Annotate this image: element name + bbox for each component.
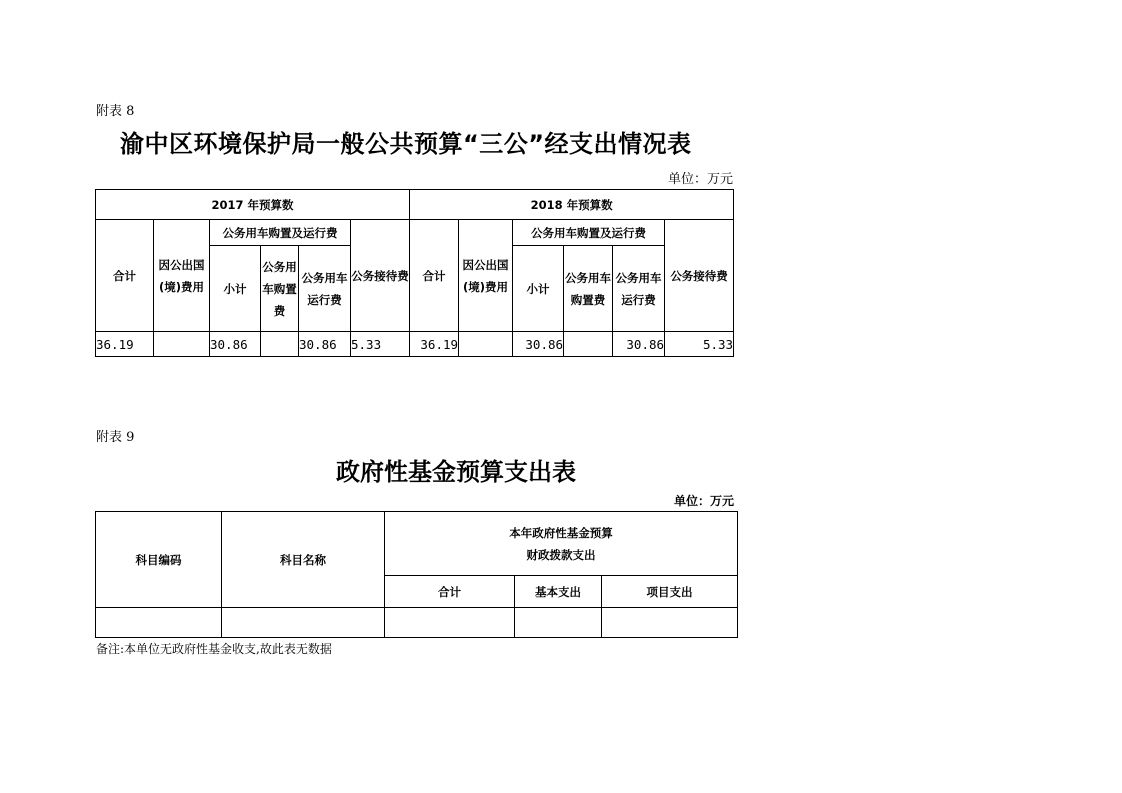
header-total: 合计 <box>96 220 154 332</box>
cell-2018-reception: 5.33 <box>665 332 734 357</box>
cell-2018-abroad <box>459 332 513 357</box>
header-code: 科目编码 <box>96 512 222 608</box>
header-vehicle-purchase: 公务用车购置费 <box>261 246 299 332</box>
header-group-cell <box>385 512 738 576</box>
header-vehicle-group: 公务用车购置及运行费 <box>210 220 351 246</box>
header-2018: 2018 年预算数 <box>410 190 734 220</box>
cell-code <box>96 608 222 638</box>
sanggong-table <box>95 189 734 357</box>
header-abroad: 因公出国(境)费用 <box>154 220 210 332</box>
header-basic: 基本支出 <box>515 576 602 608</box>
cell-2018-subtotal: 30.86 <box>513 332 564 357</box>
header-subtotal: 小计 <box>210 246 261 332</box>
table-row <box>96 332 734 357</box>
footnote: 备注:本单位无政府性基金收支,故此表无数据 <box>96 642 332 656</box>
cell-total <box>385 608 515 638</box>
cell-2017-subtotal: 30.86 <box>210 332 261 357</box>
cell-2017-purchase <box>261 332 299 357</box>
header-reception: 公务接待费 <box>665 220 734 332</box>
cell-project <box>602 608 738 638</box>
cell-2017-reception: 5.33 <box>351 332 410 357</box>
cell-2017-abroad <box>154 332 210 357</box>
header-reception: 公务接待费 <box>351 220 410 332</box>
header-2017: 2017 年预算数 <box>96 190 410 220</box>
fund-table <box>95 511 738 638</box>
table-row <box>96 608 738 638</box>
header-group: 本年政府性基金预算财政拨款支出 <box>509 525 613 562</box>
header-total: 合计 <box>410 220 459 332</box>
header-vehicle-operation: 公务用车运行费 <box>613 246 665 332</box>
cell-2017-operation: 30.86 <box>299 332 351 357</box>
header-project: 项目支出 <box>602 576 738 608</box>
cell-2018-total: 36.19 <box>410 332 459 357</box>
cell-name <box>222 608 385 638</box>
header-vehicle-operation: 公务用车运行费 <box>299 246 351 332</box>
unit-label: 单位：万元 <box>668 172 734 187</box>
table-title: 政府性基金预算支出表 <box>336 458 576 486</box>
appendix-label: 附表 8 <box>96 104 135 119</box>
table-title: 渝中区环境保护局一般公共预算“三公”经支出情况表 <box>120 130 692 158</box>
header-subtotal: 小计 <box>513 246 564 332</box>
unit-label: 单位：万元 <box>674 494 735 508</box>
header-vehicle-purchase: 公务用车购置费 <box>564 246 613 332</box>
cell-basic <box>515 608 602 638</box>
header-name: 科目名称 <box>222 512 385 608</box>
cell-2018-operation: 30.86 <box>613 332 665 357</box>
appendix-label: 附表 9 <box>96 430 135 445</box>
header-total: 合计 <box>385 576 515 608</box>
cell-2017-total: 36.19 <box>96 332 154 357</box>
header-vehicle-group: 公务用车购置及运行费 <box>513 220 665 246</box>
cell-2018-purchase <box>564 332 613 357</box>
header-abroad: 因公出国(境)费用 <box>459 220 513 332</box>
